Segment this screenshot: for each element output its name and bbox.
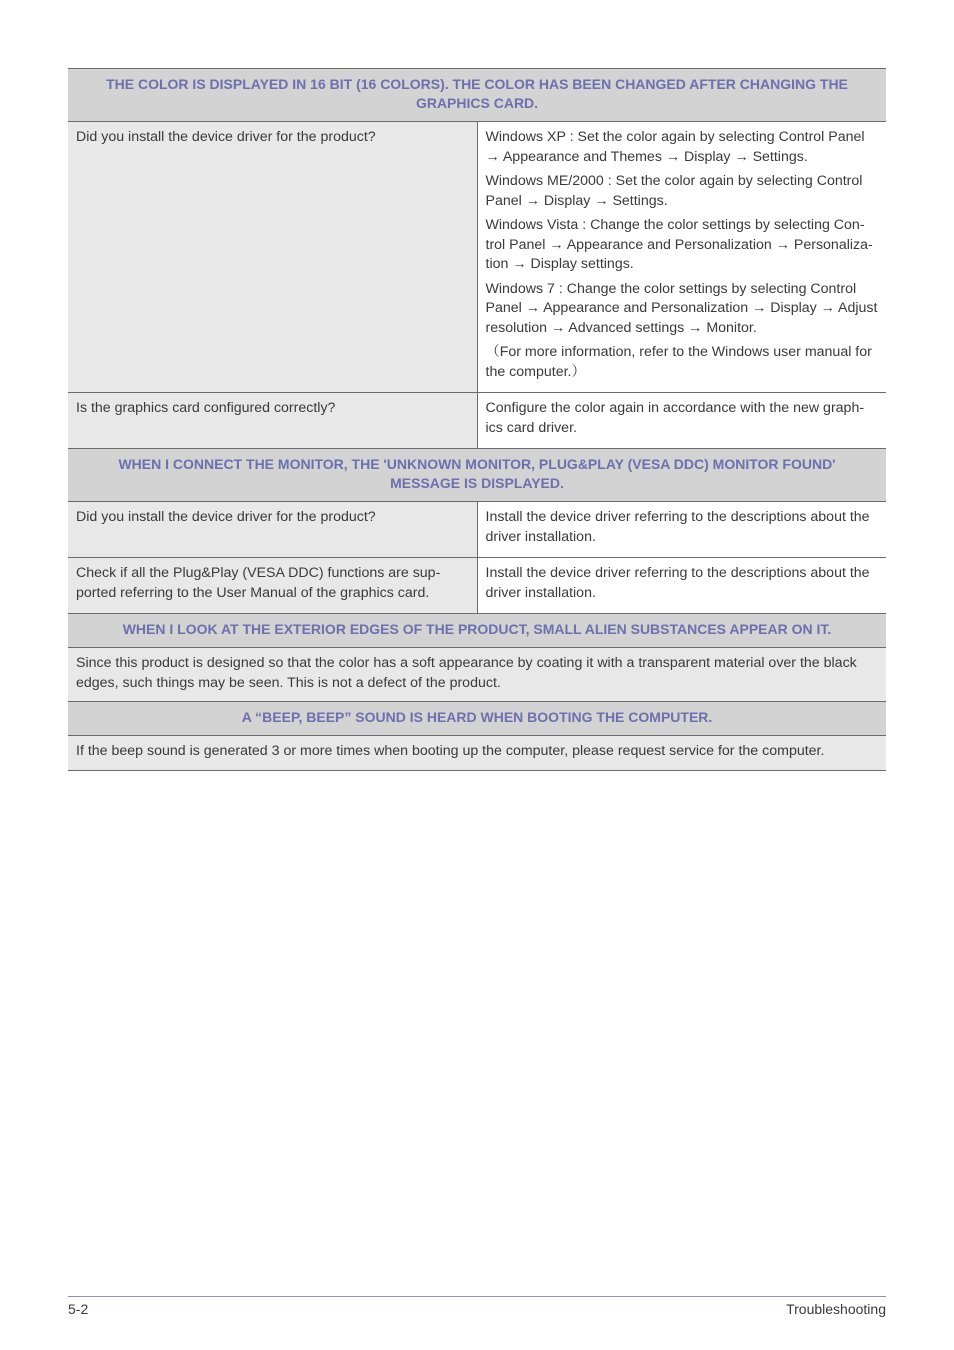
section-header-row	[68, 702, 886, 736]
header-line: THE COLOR IS DISPLAYED IN 16 BIT (16 COLORS). THE COLOR HAS BEEN CHANGED AFTER CHANGING THE	[106, 76, 848, 92]
section-header-alien-substances	[68, 614, 886, 648]
table-row	[68, 122, 886, 393]
answer-cell	[477, 393, 886, 449]
answer-paragraph: Windows XP : Set the color again by selecting Control Panel → Appearance and Themes → Display → Settings.	[485, 129, 865, 165]
table-row	[68, 393, 886, 449]
table-row	[68, 502, 886, 558]
header-line: WHEN I CONNECT THE MONITOR, THE 'UNKNOWN MONITOR, PLUG&PLAY (VESA DDC) MONITOR FOUND'	[118, 456, 836, 472]
answer-paragraph: Windows ME/2000 : Set the color again by selecting Control Panel → Display → Settings.	[485, 173, 863, 209]
table-row	[68, 736, 886, 771]
answer-cell	[477, 558, 886, 614]
troubleshooting-document	[68, 68, 886, 771]
explanation-cell: If the beep sound is generated 3 or more times when booting up the computer, please request service for the computer.	[68, 736, 886, 771]
answer-paragraph: Windows Vista : Change the color settings by selecting Con-trol Panel → Appearance and Personalization → Personaliza-tion → Display settings.	[485, 217, 873, 272]
header-line: A “BEEP, BEEP” SOUND IS HEARD WHEN BOOTING THE COMPUTER.	[241, 709, 713, 725]
answer-cell	[477, 502, 886, 558]
question-cell: Did you install the device driver for the product?	[68, 122, 477, 393]
page-number: 5-2	[68, 1301, 89, 1317]
footer-section-name: Troubleshooting	[786, 1301, 886, 1317]
table-row	[68, 558, 886, 614]
answer-cell	[477, 122, 886, 393]
header-line: MESSAGE IS DISPLAYED.	[390, 475, 564, 491]
section-header-row	[68, 449, 886, 502]
troubleshooting-table	[68, 68, 886, 771]
footer-rule	[68, 1296, 886, 1297]
header-line: GRAPHICS CARD.	[415, 95, 539, 111]
explanation-cell: Since this product is designed so that the color has a soft appearance by coating it with a transparent material over the black edges, such things may be seen. This is not a defect of the product.	[68, 648, 886, 702]
table-row	[68, 648, 886, 702]
section-header-beep-sound	[68, 702, 886, 736]
question-cell: Is the graphics card configured correctly?	[68, 393, 477, 449]
section-header-unknown-monitor	[68, 449, 886, 502]
answer-paragraph: Install the device driver referring to the descriptions about the driver installation.	[485, 565, 870, 601]
header-line: WHEN I LOOK AT THE EXTERIOR EDGES OF THE PRODUCT, SMALL ALIEN SUBSTANCES APPEAR ON IT.	[122, 621, 832, 637]
section-header-row	[68, 69, 886, 122]
answer-paragraph: （For more information, refer to the Windows user manual for the computer.）	[485, 344, 872, 380]
question-cell: Check if all the Plug&Play (VESA DDC) functions are sup-ported referring to the User Manual of the graphics card.	[68, 558, 477, 614]
answer-paragraph: Windows 7 : Change the color settings by selecting Control Panel → Appearance and Personalization → Display → Adjust resolution → Advanced settings → Monitor.	[485, 280, 878, 336]
question-cell: Did you install the device driver for the product?	[68, 502, 477, 558]
answer-paragraph: Configure the color again in accordance with the new graph-ics card driver.	[485, 400, 865, 436]
section-header-row	[68, 614, 886, 648]
section-header-color-16bit	[68, 69, 886, 122]
answer-paragraph: Install the device driver referring to the descriptions about the driver installation.	[485, 509, 870, 545]
